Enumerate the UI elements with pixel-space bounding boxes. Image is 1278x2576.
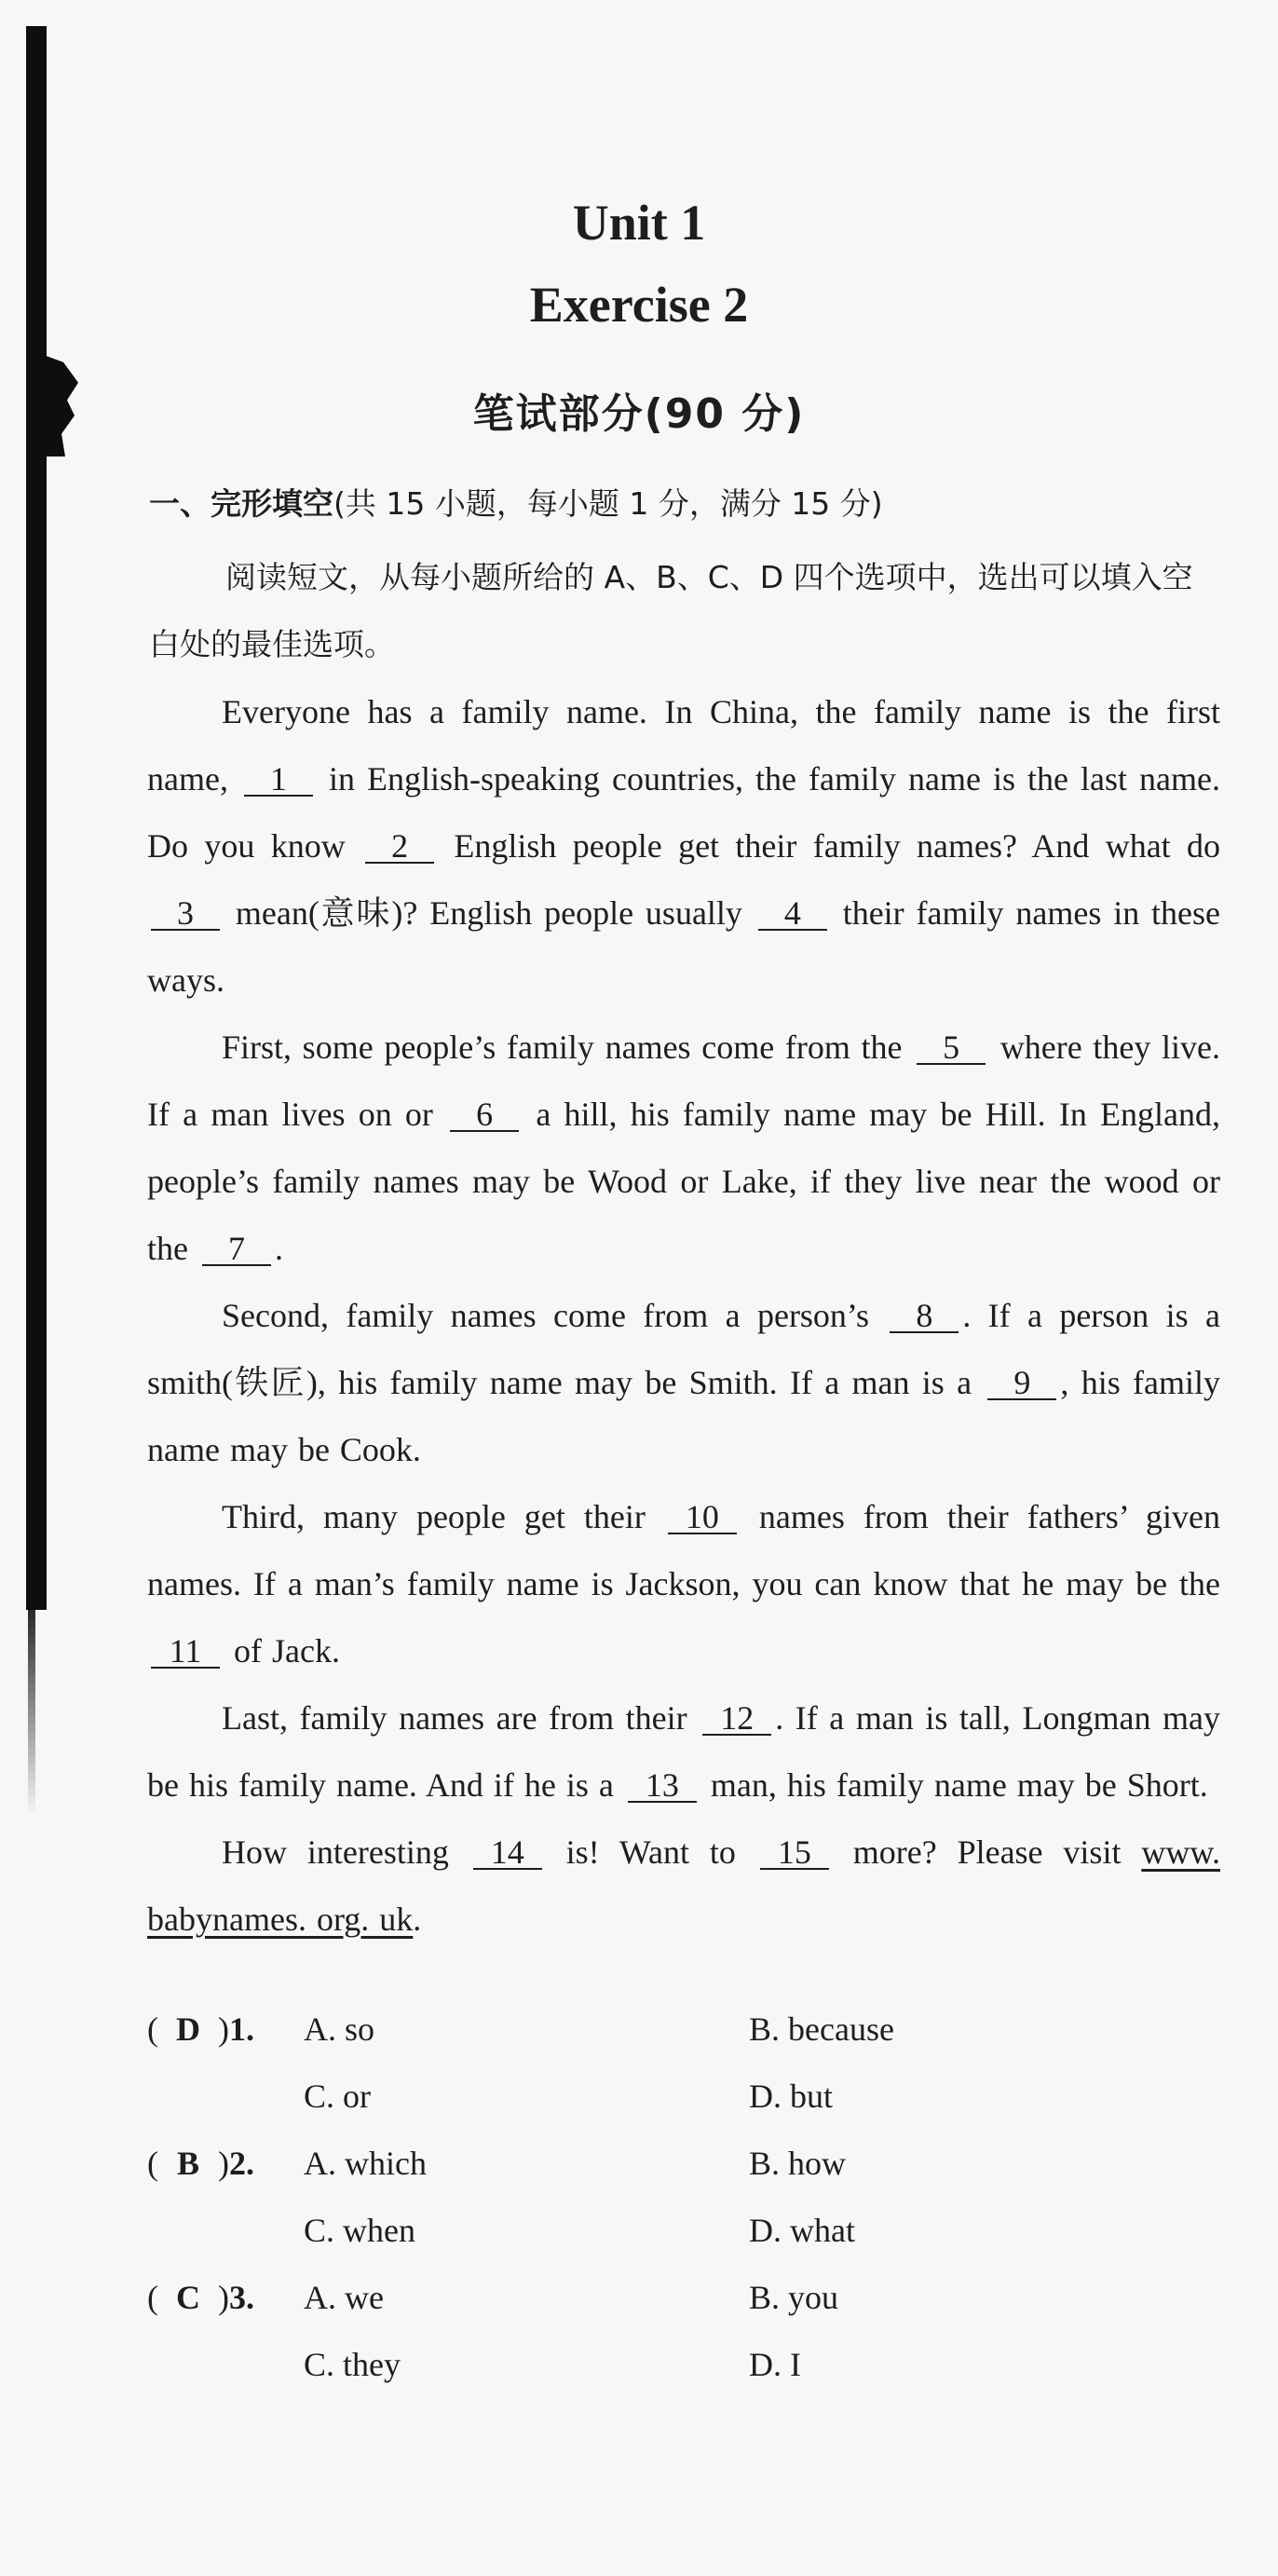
answer-bracket xyxy=(147,2278,254,2317)
part-heading-note: (共 15 小题，每小题 1 分，满分 15 分) xyxy=(333,485,883,522)
passage-paragraph-4 xyxy=(147,1483,1220,1684)
blank-11: 11 xyxy=(151,1635,220,1669)
blank-6: 6 xyxy=(450,1098,519,1132)
unit-title: Unit 1 xyxy=(572,195,706,251)
question-number: 1. xyxy=(229,2010,254,2048)
passage-paragraph-5 xyxy=(147,1684,1220,1819)
question-2-options-row-2 xyxy=(147,2211,1220,2278)
passage-text: . xyxy=(274,1230,283,1267)
passage-text: mean(意味)? English people usually xyxy=(235,894,742,932)
question-1-options-row-2 xyxy=(147,2077,1220,2144)
option-d: D. what xyxy=(749,2212,855,2249)
question-3-options-row-2 xyxy=(147,2345,1220,2412)
passage-text: where they live. If a man lives on or xyxy=(147,1029,1221,1133)
passage-text: Last, family names are from their xyxy=(222,1699,687,1737)
answer-bracket xyxy=(147,2144,254,2183)
answer-bracket xyxy=(147,2010,254,2049)
blank-12: 12 xyxy=(702,1702,771,1736)
close-paren: ) xyxy=(218,2145,229,2182)
scan-shadow-tail xyxy=(28,1584,35,1817)
section-title: 笔试部分(90 分) xyxy=(472,390,806,438)
passage-text: , his family name may be Cook. xyxy=(147,1364,1221,1468)
passage-text: . If a man is tall, Longman may be his family name. And if he is a xyxy=(147,1699,1220,1804)
option-c: C. they xyxy=(304,2346,401,2383)
blank-15: 15 xyxy=(760,1836,829,1870)
passage-text: Second, family names come from a person’s xyxy=(222,1297,869,1334)
passage-text: . If a person is a smith(铁匠), his family name may be Smith. If a man is a xyxy=(147,1297,1221,1401)
passage-text: is! Want to xyxy=(565,1833,736,1871)
question-2 xyxy=(147,2144,1220,2211)
answer-3: C xyxy=(176,2279,200,2316)
open-paren: ( xyxy=(147,2010,158,2048)
option-a: A. which xyxy=(304,2145,427,2182)
website-link[interactable]: www. babynames. org. uk xyxy=(147,1833,1221,1938)
option-a: A. so xyxy=(304,2010,375,2048)
part-heading xyxy=(149,480,883,524)
passage-text: First, some people’s family names come from the xyxy=(222,1029,903,1066)
question-number: 2. xyxy=(229,2145,254,2182)
close-paren: ) xyxy=(218,2010,229,2048)
passage-text: a hill, his family name may be Hill. In England, people’s family names may be Wood or Lake, if they live near the wood or the xyxy=(147,1096,1220,1267)
option-d: D. I xyxy=(749,2346,801,2383)
blank-4: 4 xyxy=(758,897,827,931)
passage-paragraph-3 xyxy=(147,1282,1220,1483)
passage-text: their family names in these ways. xyxy=(147,894,1221,999)
option-b: B. how xyxy=(749,2145,847,2182)
cloze-instructions: 阅读短文，从每小题所给的 A、B、C、D 四个选项中，选出可以填入空白处的最佳选项。 xyxy=(149,559,1193,662)
close-paren: ) xyxy=(218,2279,229,2316)
passage-paragraph-6 xyxy=(147,1819,1220,1953)
blank-2: 2 xyxy=(365,830,434,864)
passage-text: more? Please visit xyxy=(852,1833,1122,1871)
blank-9: 9 xyxy=(987,1367,1056,1400)
blank-5: 5 xyxy=(917,1031,986,1065)
blank-10: 10 xyxy=(668,1501,737,1534)
blank-3: 3 xyxy=(151,897,220,931)
open-paren: ( xyxy=(147,2279,158,2316)
option-c: C. when xyxy=(304,2212,415,2249)
passage-paragraph-1 xyxy=(147,678,1220,1014)
question-list xyxy=(147,2010,1220,2412)
answer-1: D xyxy=(176,2010,200,2048)
open-paren: ( xyxy=(147,2145,158,2182)
blank-13: 13 xyxy=(628,1769,697,1803)
blank-1: 1 xyxy=(244,763,313,797)
passage-text: names from their fathers’ given names. If a man’s family name is Jackson, you can know that he may be the xyxy=(147,1498,1221,1602)
passage-text: Third, many people get their xyxy=(222,1498,646,1535)
passage-text: . xyxy=(413,1901,422,1938)
option-a: A. we xyxy=(304,2279,384,2316)
blank-8: 8 xyxy=(890,1300,958,1333)
option-c: C. or xyxy=(304,2078,371,2115)
question-number: 3. xyxy=(229,2279,254,2316)
passage-text: man, his family name may be Short. xyxy=(710,1766,1208,1804)
passage-paragraph-2 xyxy=(147,1014,1220,1282)
blank-7: 7 xyxy=(202,1233,271,1266)
option-b: B. you xyxy=(749,2279,839,2316)
blank-14: 14 xyxy=(473,1836,542,1870)
scan-shadow-edge xyxy=(26,26,47,1610)
answer-2: B xyxy=(176,2145,199,2182)
cloze-passage xyxy=(147,678,1220,1953)
passage-text: English people get their family names? And what do xyxy=(454,827,1221,865)
part-heading-label: 一、完形填空 xyxy=(149,485,333,522)
option-d: D. but xyxy=(749,2078,833,2115)
exercise-title: Exercise 2 xyxy=(529,277,749,333)
passage-text: in English-speaking countries, the family name is the last name. Do you know xyxy=(147,760,1221,865)
option-b: B. because xyxy=(749,2010,894,2048)
passage-text: How interesting xyxy=(222,1833,449,1871)
passage-text: Everyone has a family name. In China, the family name is the first name, xyxy=(147,693,1220,797)
question-1 xyxy=(147,2010,1220,2077)
passage-text: of Jack. xyxy=(234,1632,340,1670)
question-3 xyxy=(147,2278,1220,2345)
